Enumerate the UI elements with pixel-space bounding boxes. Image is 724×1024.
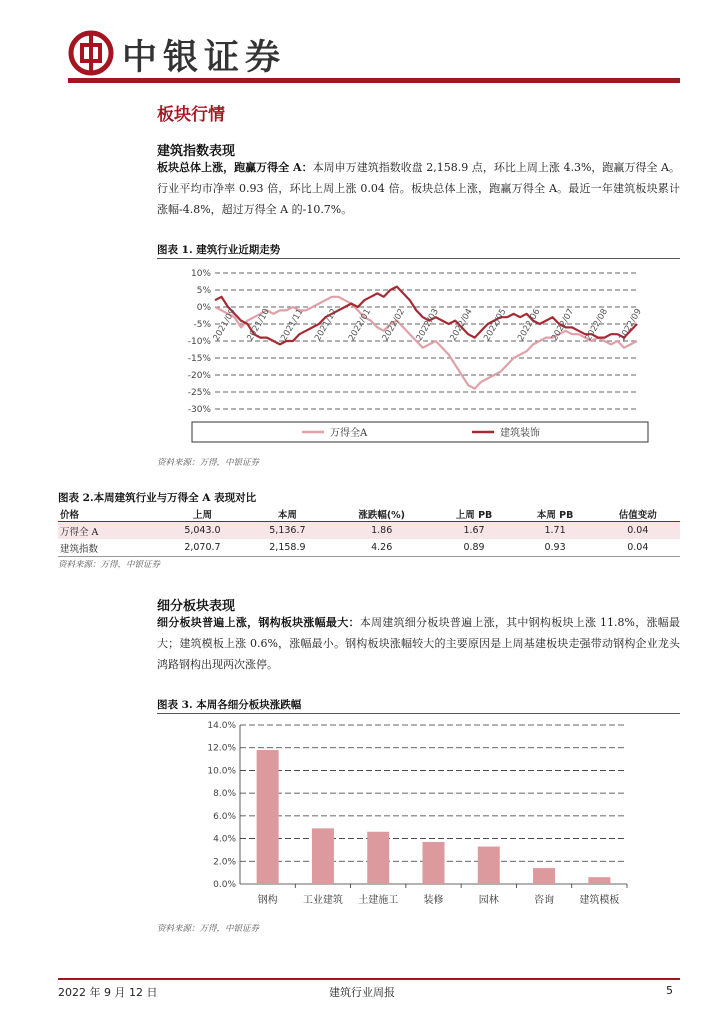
- bar: [533, 868, 555, 884]
- comparison-table: [58, 507, 680, 557]
- figure2-source: 资料来源：万得，中银证券: [58, 560, 161, 570]
- col-header: 价格: [58, 507, 160, 522]
- table-cell: 0.04: [596, 539, 680, 557]
- section-title: 板块行情: [157, 105, 225, 125]
- sub-lead: 细分板块普遍上涨，钢构板块涨幅最大：: [157, 616, 360, 629]
- x-tick-label: 装修: [423, 895, 444, 906]
- figure1-caption: 图表 1. 建筑行业近期走势: [157, 244, 281, 256]
- x-tick-label: 2021/11: [279, 307, 306, 343]
- x-tick-label: 园林: [478, 895, 499, 906]
- x-tick-label: 2022/08: [583, 307, 611, 343]
- col-header: 上周 PB: [434, 507, 515, 522]
- x-tick-label: 2021/09: [211, 307, 238, 343]
- y-tick-label: -20%: [187, 371, 211, 381]
- footer-title: 建筑行业周报: [329, 986, 395, 999]
- x-tick-label: 2022/03: [414, 307, 441, 343]
- bar: [312, 828, 334, 884]
- col-header: 本周 PB: [515, 507, 596, 522]
- y-tick-label: 8.0%: [213, 789, 236, 800]
- x-tick-label: 2022/09: [617, 307, 644, 343]
- table-row: [58, 522, 680, 540]
- index-body: 本周申万建筑指数收盘 2,158.9 点，环比上周上涨 4.3%，跑赢万得全 A。行业平均市净率 0.93 倍，环比上周上涨 0.04 倍。板块总体上涨，跑赢万得全 A。最近一年建筑板块累计涨幅-4.8%，超过万得全 A 的-10.7%。: [157, 161, 680, 216]
- bar: [478, 847, 500, 884]
- y-tick-label: 2.0%: [213, 857, 236, 868]
- table-cell: 万得全 A: [58, 522, 160, 540]
- x-tick-label: 2022/01: [346, 307, 374, 343]
- table-cell: 1.67: [434, 522, 515, 540]
- x-tick-label: 2022/06: [516, 307, 543, 343]
- legend-box: [192, 422, 648, 442]
- table-header-row: [58, 507, 680, 522]
- figure3-rule: [157, 713, 680, 714]
- x-tick-label: 咨询: [534, 895, 555, 906]
- x-tick-label: 2022/04: [448, 307, 475, 343]
- sub-heading: 细分板块表现: [157, 599, 236, 614]
- col-header: 估值变动: [596, 507, 680, 522]
- figure2-caption: 图表 2.本周建筑行业与万得全 A 表现对比: [58, 492, 257, 504]
- line-chart: [157, 262, 680, 447]
- y-tick-label: -10%: [187, 337, 211, 347]
- table-cell: 2,158.9: [245, 539, 330, 557]
- x-tick-label: 工业建筑: [302, 895, 343, 906]
- y-tick-label: 0%: [196, 303, 211, 313]
- table-cell: 1.86: [330, 522, 434, 540]
- y-tick-label: 5%: [196, 286, 211, 296]
- figure3-caption: 图表 3. 本周各细分板块涨跌幅: [157, 699, 302, 711]
- y-tick-label: 6.0%: [213, 811, 236, 822]
- table-cell: 1.71: [515, 522, 596, 540]
- y-tick-label: -15%: [187, 354, 211, 364]
- col-header: 上周: [160, 507, 245, 522]
- footer-date: 2022 年 9 月 12 日: [58, 986, 158, 999]
- x-tick-label: 2022/02: [380, 307, 408, 343]
- table-cell: 5,136.7: [245, 522, 330, 540]
- index-heading: 建筑指数表现: [157, 144, 236, 159]
- table-cell: 2,070.7: [160, 539, 245, 557]
- x-tick-label: 钢构: [257, 895, 278, 906]
- figure3-source: 资料来源：万得，中银证券: [157, 924, 260, 934]
- sub-body: 本周建筑细分板块普遍上涨，其中钢构板块上涨 11.8%，涨幅最大；建筑模板上涨 0.6%，涨幅最小。钢构板块涨幅较大的主要原因是上周基建板块走强带动钢构企业龙头鸿路钢构出现两次涨停。: [157, 616, 680, 671]
- brand-name: 中银证券: [122, 38, 287, 78]
- table-cell: 0.93: [515, 539, 596, 557]
- x-tick-label: 建筑模板: [579, 895, 620, 906]
- bar: [257, 750, 279, 884]
- table-cell: 0.89: [434, 539, 515, 557]
- table-row: [58, 539, 680, 557]
- table-cell: 建筑指数: [58, 539, 160, 557]
- x-tick-label: 2021/10: [245, 307, 272, 343]
- y-tick-label: -30%: [187, 405, 211, 415]
- col-header: 本周: [245, 507, 330, 522]
- bar: [423, 842, 445, 884]
- y-tick-label: 12.0%: [207, 743, 236, 754]
- y-tick-label: 10%: [190, 269, 211, 279]
- table-cell: 0.04: [596, 522, 680, 540]
- bar: [588, 877, 610, 884]
- y-tick-label: 0.0%: [213, 880, 236, 890]
- col-header: 涨跌幅(%): [330, 507, 434, 522]
- legend-label: 万得全A: [330, 428, 368, 439]
- x-tick-label: 2022/07: [549, 307, 577, 343]
- footer-rule: [58, 978, 680, 980]
- x-tick-label: 2022/05: [482, 307, 509, 343]
- table-cell: 5,043.0: [160, 522, 245, 540]
- bar: [367, 832, 389, 884]
- y-tick-label: -25%: [187, 388, 211, 398]
- table-cell: 4.26: [330, 539, 434, 557]
- index-lead: 板块总体上涨，跑赢万得全 A：: [157, 161, 313, 174]
- figure1-source: 资料来源：万得，中银证券: [157, 458, 260, 468]
- x-tick-label: 土建施工: [358, 895, 399, 906]
- y-tick-label: 10.0%: [207, 766, 236, 777]
- bar-chart: [157, 716, 680, 916]
- header-rule: [68, 78, 680, 83]
- bank-logo-icon: [68, 30, 114, 76]
- x-tick-label: 2021/12: [313, 307, 340, 343]
- legend-label: 建筑装饰: [500, 428, 540, 439]
- y-tick-label: -5%: [193, 320, 211, 330]
- index-paragraph: [157, 157, 680, 220]
- figure1-rule: [157, 258, 680, 259]
- sub-paragraph: [157, 612, 680, 675]
- y-tick-label: 14.0%: [207, 721, 236, 731]
- y-tick-label: 4.0%: [213, 834, 236, 845]
- page-number: 5: [666, 984, 673, 997]
